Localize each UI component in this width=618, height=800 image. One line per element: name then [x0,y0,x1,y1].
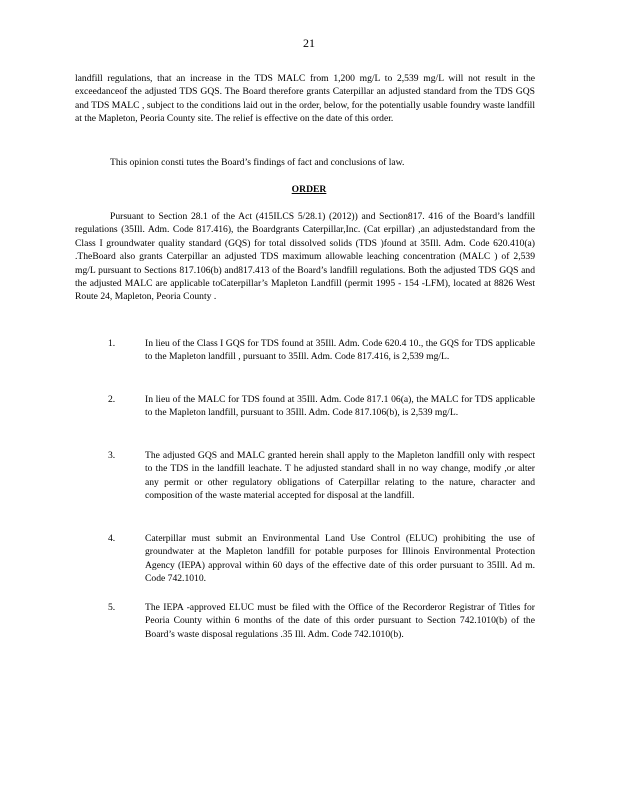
order-item-number: 3. [108,450,116,461]
order-item-text: In lieu of the MALC for TDS found at 35Ill. Adm. Code 817.1 06(a), the MALC for TDS applicable to the Mapleton landfill, pursuant to 35Ill. Adm. Code 817.106(b), is 2,539 mg/L. [145,394,535,419]
order-item-number: 5. [108,602,116,613]
order-item-text: In lieu of the Class I GQS for TDS found at 35Ill. Adm. Code 620.4 10., the GQS for TDS applicable to the Mapleton landfill , pursuant to 35Ill. Adm. Code 817.416, is 2,539 mg/L. [145,338,535,363]
order-item-text: The IEPA -approved ELUC must be filed with the Office of the Recorderor Registrar of Titles for Peoria County within 6 months of the date of this order pursuant to Section 742.1010(b) of the Board’s waste disposal regulations .35 Ill. Adm. Code 742.1010(b). [145,602,535,640]
order-item-number: 4. [108,533,116,544]
findings-paragraph: This opinion consti tutes the Board’s findings of fact and conclusions of law. [110,157,405,168]
order-intro-paragraph: Pursuant to Section 28.1 of the Act (415ILCS 5/28.1) (2012)) and Section817. 416 of the Board’s landfill regulations (35Ill. Adm. Code 817.416), the Boardgrants Caterpillar,Inc. (Cat erpillar) ,an adjustedstandard from the Class I groundwater quality standard (GQS) for total dissolved solids (TDS )found at 35Ill. Adm. Code 620.410(a) .TheBoard also grants Caterpillar an adjusted TDS maximum allowable leaching concentration (MALC ) of 2,539 mg/L pursuant to Sections 817.106(b) and817.413 of the Board’s landfill regulations. Both the adjusted TDS GQS and the adjusted MALC are applicable toCaterpillar’s Mapleton Landfill (permit 1995 - 154 -LFM), located at 8826 West Route 24, Mapleton, Peoria County . [75,211,535,303]
page-number: 21 [303,36,315,50]
conclusion-paragraph: landfill regulations, that an increase in the TDS MALC from 1,200 mg/L to 2,539 mg/L will not result in the exceedanceof the adjusted TDS GQS. The Board therefore grants Caterpillar an adjusted standard from the TDS GQS and TDS MALC , subject to the conditions laid out in the order, below, for the potentially usable foundry waste landfill at the Mapleton, Peoria County site. The relief is effective on the date of this order. [75,73,535,125]
order-item-text: The adjusted GQS and MALC granted herein shall apply to the Mapleton landfill only with respect to the TDS in the landfill leachate. T he adjusted standard shall in no way change, modify ,or alter any permit or other regulatory obligations of Caterpillar relating to the nature, character and composition of the waste material accepted for disposal at the landfill. [145,450,535,502]
order-item-text: Caterpillar must submit an Environmental Land Use Control (ELUC) prohibiting the use of groundwater at the Mapleton landfill for potable purposes for Illinois Environmental Protection Agency (IEPA) approval within 60 days of the effective date of this order pursuant to 35Ill. Ad m. Code 742.1010. [145,533,535,585]
order-item-number: 1. [108,338,116,349]
order-item-number: 2. [108,394,116,405]
order-heading: ORDER [291,184,327,195]
